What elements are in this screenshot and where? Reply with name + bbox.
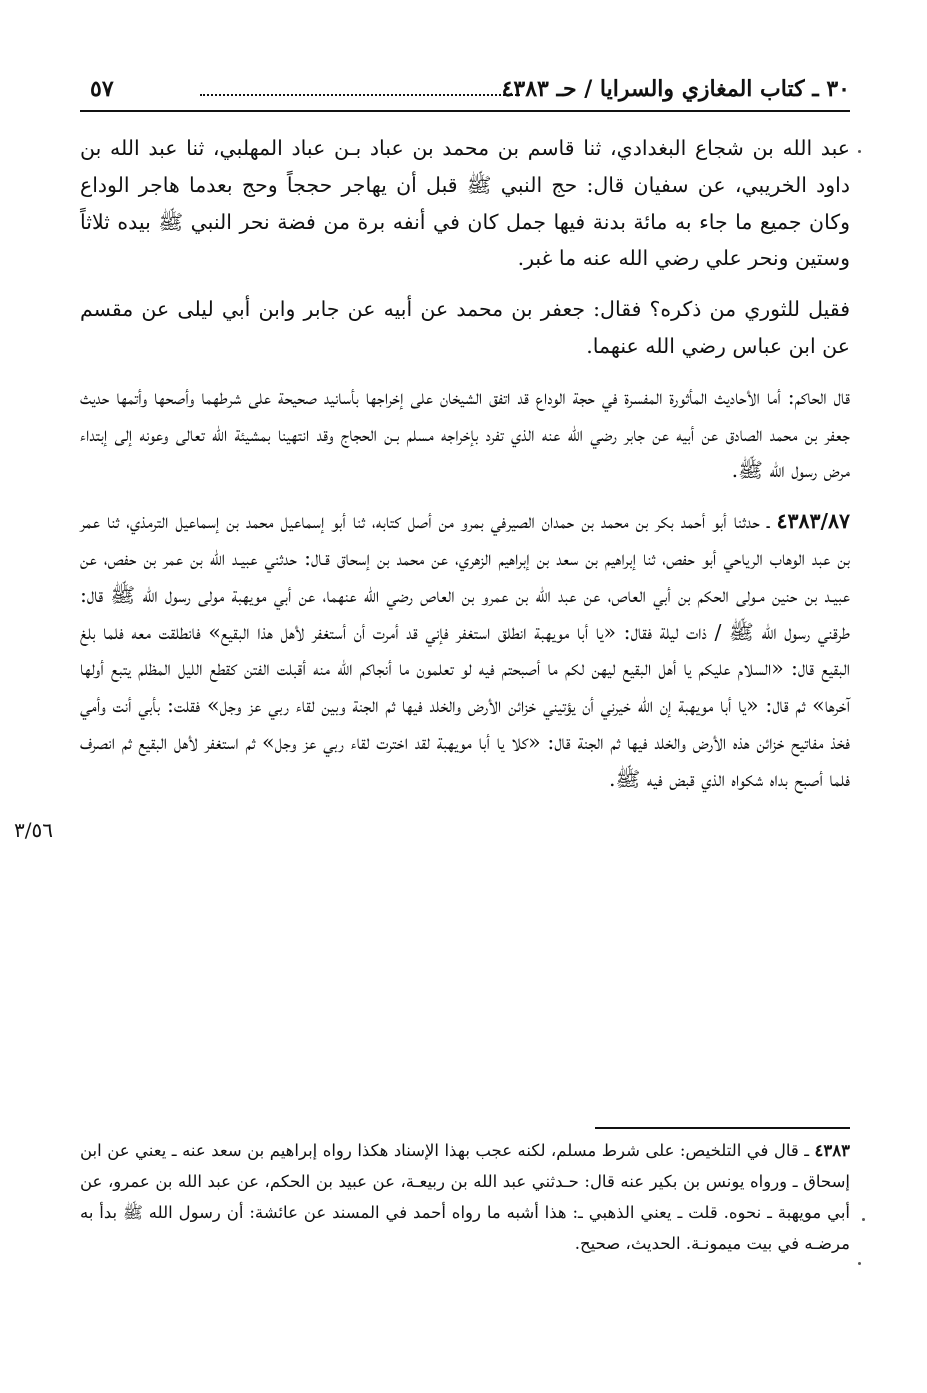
header-leader-dots — [200, 94, 520, 96]
paragraph-text: قال الحاكم: أما الأحاديث المأثورة المفسرة في حجة الوداع قد اتفق الشيخان على إخراجها بأسانيد صحيحة على شرطهما وأصحها وأتمها حديث جعفر بن محمد الصادق عن أبيه عن جابر رضي الله عنه الذي تفرد بإخراجه مسلم بـن الحجاج وقد انتهينا بمشيئة الله تعالى وعونه إلى إبتداء مرض رسول الله ﷺ. — [80, 384, 850, 483]
paragraph — [80, 130, 850, 277]
hadith-paragraph — [80, 503, 850, 797]
margin-reference: ٣/٥٦ — [14, 818, 53, 842]
paragraph-text: فقيل للثوري من ذكره؟ فقال: جعفر بن محمد عن أبيه عن جابر وابن أبي ليلى عن مقسم عن ابن عباس رضي الله عنهما. — [80, 297, 850, 358]
footnote-separator — [595, 1127, 850, 1129]
main-text — [80, 130, 850, 798]
paragraph — [80, 379, 850, 489]
hadith-number: ٤٣٨٣/٨٧ — [776, 509, 850, 534]
footnote — [80, 1135, 850, 1259]
running-header — [80, 76, 850, 112]
paragraph — [80, 291, 850, 365]
footnote-number: ٤٣٨٣ — [814, 1141, 850, 1160]
paragraph-text: عبد الله بن شجاع البغدادي، ثنا قاسم بن محمد بن عباد بـن عباد المهلبي، ثنا عبد الله بن داود الخريبي، عن سفيان قال: حج النبي ﷺ قبل أن يهاجر حججاً وحج بعدما هاجر الوداع وكان جميع ما جاء به مائة بدنة فيها جمل كان في أنفه برة من فضة نحر النبي ﷺ بيده ثلاثاً وستين ونحر علي رضي الله عنه ما غبر. — [80, 136, 850, 271]
paragraph-text: ـ حدثنا أبو أحمد بكر بن محمد بن حمدان الصيرفي بمرو من أصل كتابه، ثنا أبو إسماعيل محمد بن إسماعيل الترمذي، ثنا عمر بن عبد الوهاب الرياحي أبو حفص، ثنا إبراهيم بن سعد بن إبراهيم الزهري، عن محمد بن إسحاق قـال: حدثني عبيـد الله بن عمر بن حفص، عن عبيـد بن حنين مـولى الحكم بن أبي العاص، عن عبد الله بن عمرو بن العاص رضي الله عنهما، عن أبي مويهبة مولى رسول الله ﷺ قال: طرقني رسول الله ﷺ / ذات ليلة فقال: «يا أبا مويهبة انطلق استغفر فإني قد أمرت أن أستغفر لأهل هذا البقيع» فانطلقت معه فلما بلغ البقيع قال: «السلام عليكم يا أهل البقيع ليهن لكم ما أصبحتم فيه لو تعلمون ما أنجاكم الله منه أقبلت الفتن كقطع الليل المظلم يتبع أولها آخرها» ثم قال: «يا أبا مويهبة إن الله خيرني أن يؤتيني خزائن الأرض والخلد فيها ثم الجنة وبين لقاء ربي عز وجل» فقلت: بأبي أنت وأمي فخذ مفاتيح خزائن هذه الأرض والخلد فيها ثم الجنة قال: «كلا يا أبا مويهبة لقد اخترت لقاء ربي عز وجل» ثم استغفر لأهل البقيع ثم انصرف فلما أصبح بداه شكواه الذي قبض فيه ﷺ. — [80, 509, 850, 791]
page-number: ٥٧ — [90, 76, 114, 102]
header-title: ٣٠ ـ كتاب المغازي والسرايا / حـ ٤٣٨٣ — [501, 76, 850, 102]
scan-speck — [858, 1262, 861, 1265]
footnote-text: ـ قال في التلخيص: على شرط مسلم، لكنه عجب بهذا الإسناد هكذا رواه إبراهيم بن سعد عنه ـ يعني عن ابن إسحاق ـ ورواه يونس بن بكير عنه قال: حـدثني عبد الله بن ربيعـة، عن عبيد بن الحكم، عن عبد الله بن عمرو، عن أبي مويهبة ـ نحوه. قلت ـ يعني الذهبي ـ: هذا أشبه ما رواه أحمد في المسند عن عائشة: أن رسول الله ﷺ بدأ به مرضـه في بيت ميمونـة. الحديث، صحيح. — [80, 1141, 850, 1253]
scan-speck — [858, 150, 861, 153]
scan-speck — [862, 1218, 865, 1221]
